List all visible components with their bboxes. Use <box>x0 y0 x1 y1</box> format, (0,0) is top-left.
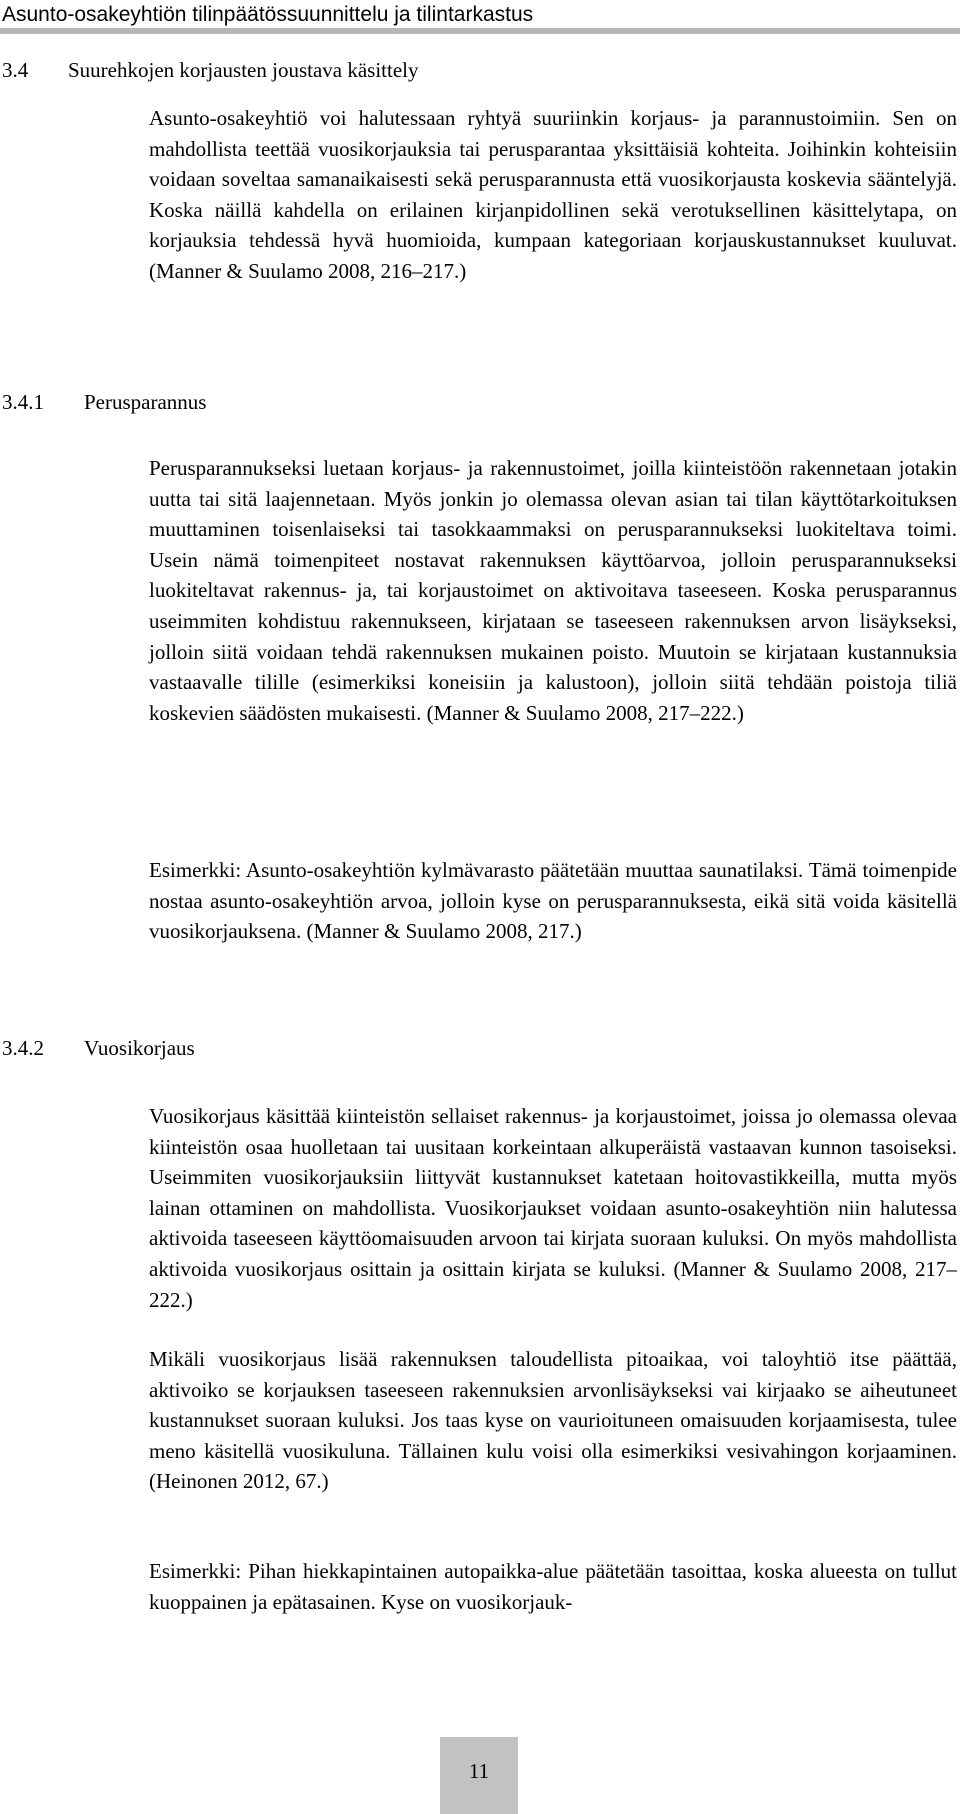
section-number: 3.4.1 <box>2 390 44 414</box>
page-number: 11 <box>440 1737 518 1814</box>
example-paragraph: Esimerkki: Pihan hiekkapintainen autopaikka-alue päätetään tasoittaa, koska alueesta on tullut kuoppainen ja epätasainen. Kyse on vuosikorjauk- <box>149 1559 957 1614</box>
section-number: 3.4 <box>2 58 29 82</box>
section-title: Suurehkojen korjausten joustava käsittely <box>68 58 419 82</box>
paragraph: Perusparannukseksi luetaan korjaus- ja rakennustoimet, joilla kiinteistöön rakennetaan jotakin uutta tai sitä laajennetaan. Myös jonkin jo olemassa olevan asian tai tilan käyttötarkoituksen muuttaminen toisenlaiseksi tai tasokkaammaksi on perusparannukseksi luokiteltava toimi. Usein nämä toimenpiteet nostavat rakennuksen käyttöarvoa, jolloin perusparannukseksi luokiteltavat rakennus- ja, tai korjaustoimet on aktivoitava taseeseen. Koska perusparannus useimmiten kohdistuu rakennukseen, kirjataan se taseeseen rakennuksen arvon lisäykseksi, jolloin siitä voidaan tehdä rakennuksen mukainen poisto. Muutoin se kirjataan kustannuksia vastaavalle tilille (esimerkiksi koneisiin ja kalustoon), jolloin siitä tehdään poistoja tiliä koskevien säädösten mukaisesti. (Manner & Suulamo 2008, 217–222.) <box>149 456 957 725</box>
paragraph: Vuosikorjaus käsittää kiinteistön sellaiset rakennus- ja korjaustoimet, joissa jo olemassa olevaa kiinteistön osaa huolletaan tai uusitaan korkeintaan alkuperäistä vastaavan kunnon tasoiseksi. Useimmiten vuosikorjauksiin liittyvät kustannukset katetaan hoitovastikkeilla, mutta myös lainan ottaminen on mahdollista. Vuosikorjaukset voidaan asunto-osakeyhtiön niin halutessa aktivoida taseeseen käyttöomaisuuden arvoon tai kirjata suoraan kuluksi. On myös mahdollista aktivoida vuosikorjaus osittain ja osittain kirjata se kuluksi. (Manner & Suulamo 2008, 217–222.) <box>149 1104 957 1312</box>
header-rule <box>0 28 960 34</box>
running-header <box>0 0 960 34</box>
section-title: Perusparannus <box>84 390 207 414</box>
paragraph: Mikäli vuosikorjaus lisää rakennuksen taloudellista pitoaikaa, voi taloyhtiö itse päättää, aktivoiko se korjauksen taseeseen rakennuksien arvonlisäykseksi vai kirjaako se aiheutuneet kustannukset suoraan kuluksi. Jos taas kyse on vaurioituneen omaisuuden korjaamisesta, tulee meno käsitellä vuosikuluna. Tällainen kulu voisi olla esimerkiksi vesivahingon korjaaminen. (Heinonen 2012, 67.) <box>149 1347 957 1494</box>
paragraph: Asunto-osakeyhtiö voi halutessaan ryhtyä suuriinkin korjaus- ja parannustoimiin. Sen on mahdollista teettää vuosikorjauksia tai perusparantaa yksittäisiä kohteita. Joihinkin kohteisiin voidaan soveltaa samanaikaisesti sekä perusparannusta että vuosikorjausta koskevia sääntelyjä. Koska näillä kahdella on erilainen kirjanpidollinen sekä verotuksellinen käsittelytapa, on korjauksia tehdessä hyvä huomioida, kumpaan kategoriaan korjauskustannukset kuuluvat. (Manner & Suulamo 2008, 216–217.) <box>149 106 957 283</box>
document-title: Asunto-osakeyhtiön tilinpäätössuunnittelu ja tilintarkastus <box>2 3 534 26</box>
example-paragraph: Esimerkki: Asunto-osakeyhtiön kylmävarasto päätetään muuttaa saunatilaksi. Tämä toimenpide nostaa asunto-osakeyhtiön arvoa, jolloin kyse on perusparannuksesta, eikä sitä voida käsitellä vuosikorjauksena. (Manner & Suulamo 2008, 217.) <box>149 858 957 944</box>
section-number: 3.4.2 <box>2 1036 44 1060</box>
section-title: Vuosikorjaus <box>84 1036 195 1060</box>
